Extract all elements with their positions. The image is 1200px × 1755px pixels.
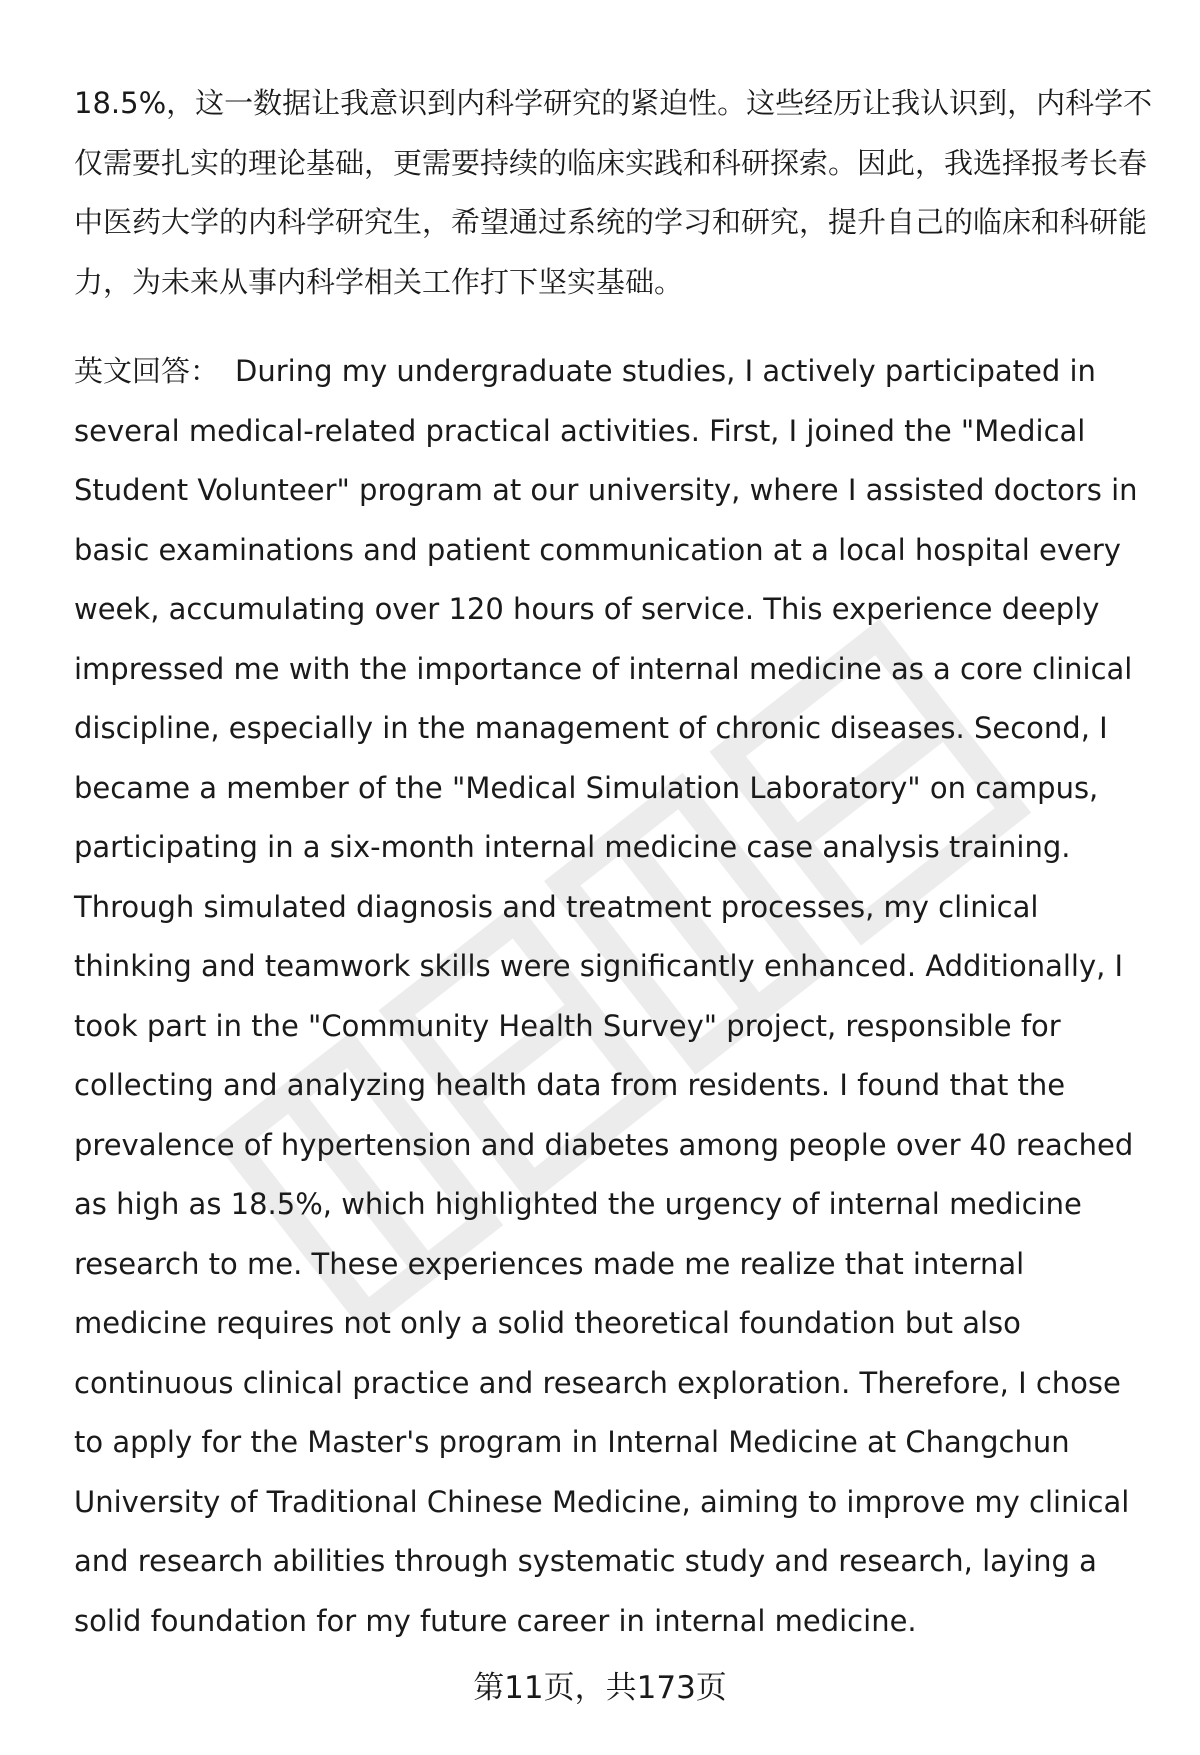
english-answer-paragraph: [74, 342, 1154, 1651]
english-answer-label: 英文回答：: [74, 354, 220, 388]
chinese-answer-paragraph: 18.5%，这一数据让我意识到内科学研究的紧迫性。这些经历让我认识到，内科学不仅需要扎实的理论基础，更需要持续的临床实践和科研探索。因此，我选择报考长春中医药大学的内科学研究生，希望通过系统的学习和研究，提升自己的临床和科研能力，为未来从事内科学相关工作打下坚实基础。: [74, 86, 1153, 299]
document-body: [74, 74, 1154, 1681]
english-answer-text: During my undergraduate studies, I actively participated in several medical-related practical activities. First, I joined the "Medical Student Volunteer" program at our university, where I assisted doctors in basic examinations and patient communication at a local hospital every week, accumulating over 120 hours of service. This experience deeply impressed me with the importance of internal medicine as a core clinical discipline, especially in the management of chronic diseases. Second, I became a member of the "Medical Simulation Laboratory" on campus, participating in a six-month internal medicine case analysis training. Through simulated diagnosis and treatment processes, my clinical thinking and teamwork skills were significantly enhanced. Additionally, I took part in the "Community Health Survey" project, responsible for collecting and analyzing health data from residents. I found that the prevalence of hypertension and diabetes among people over 40 reached as high as 18.5%, which highlighted the urgency of internal medicine research to me. These experiences made me realize that internal medicine requires not only a solid theoretical foundation but also continuous clinical practice and research exploration. Therefore, I chose to apply for the Master's program in Internal Medicine at Changchun University of Traditional Chinese Medicine, aiming to improve my clinical and research abilities through systematic study and research, laying a solid foundation for my future career in internal medicine.: [74, 354, 1138, 1638]
page-number-footer: 第11页，共173页: [473, 1670, 727, 1706]
